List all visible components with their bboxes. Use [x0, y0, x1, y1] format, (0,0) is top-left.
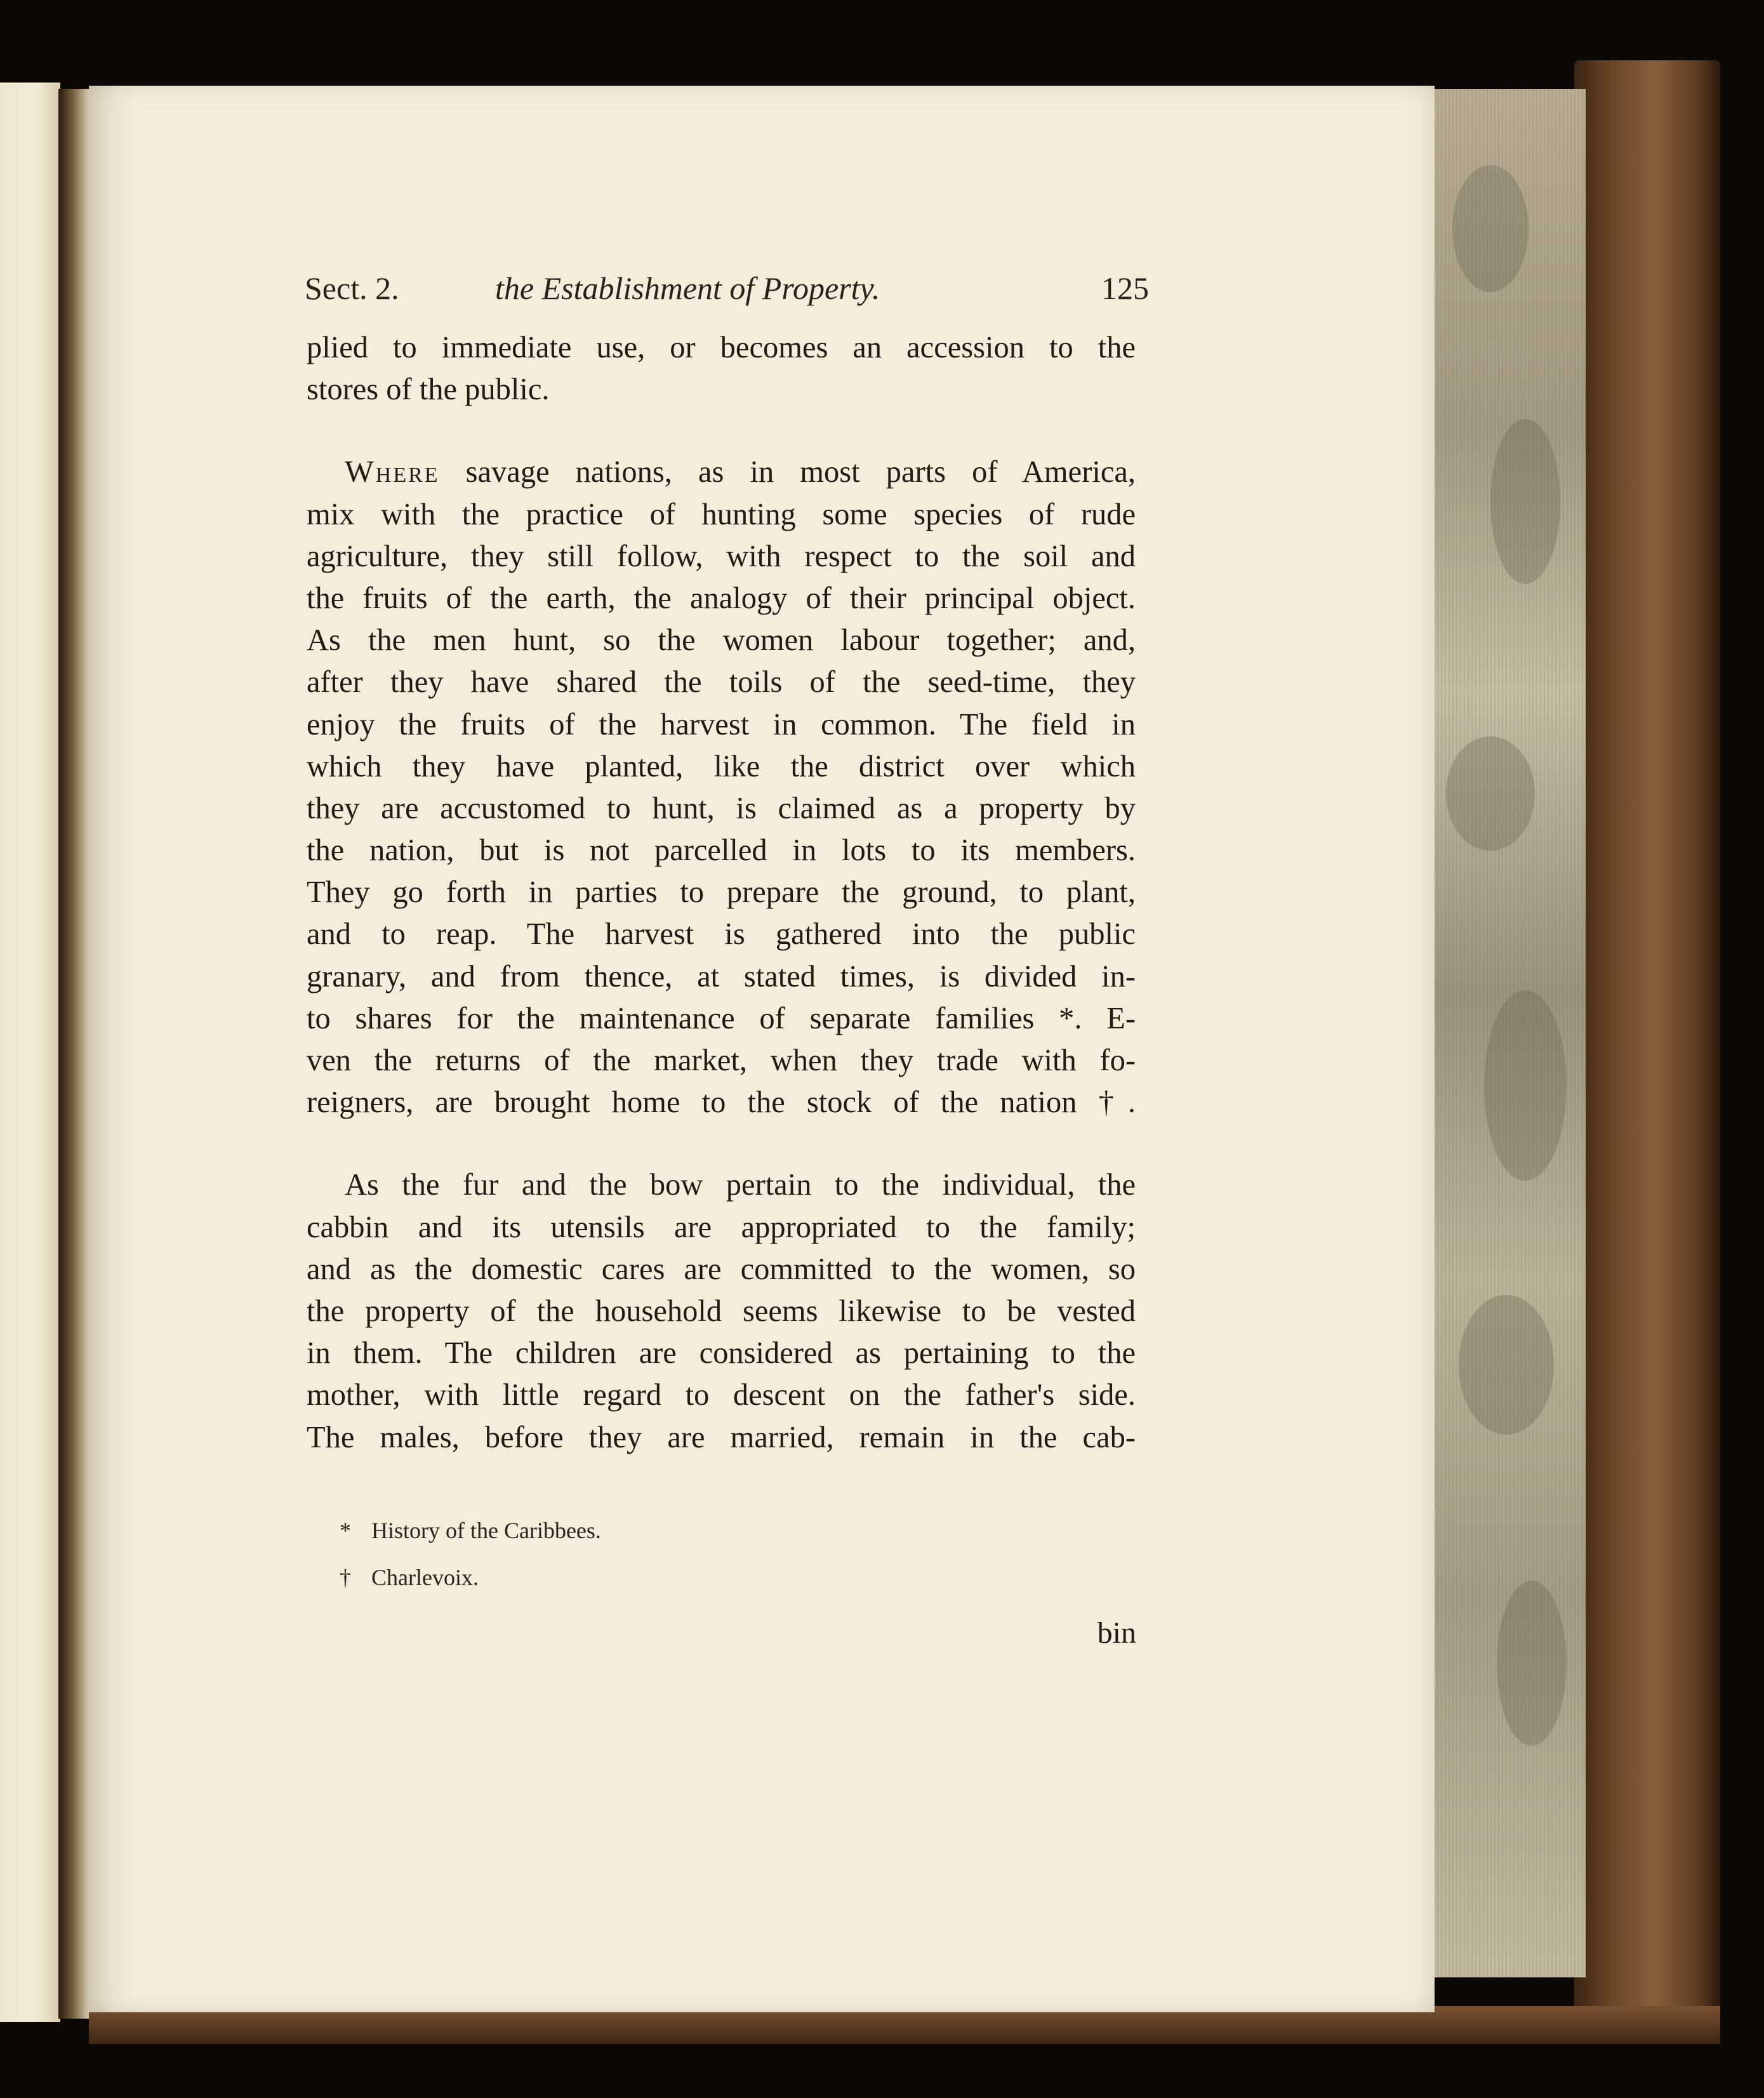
- text-line: to shares for the maintenance of separate families *. E-: [307, 1001, 1136, 1035]
- lead-word: Where: [345, 455, 440, 489]
- page-fore-edge: [1433, 89, 1586, 1977]
- left-facing-page: [0, 83, 60, 2022]
- running-title: the Establishment of Property.: [495, 270, 880, 306]
- paragraph: [307, 327, 1136, 411]
- leather-cover: [1574, 60, 1720, 2041]
- text-line: the property of the household seems likewise to be vested: [307, 1294, 1136, 1328]
- text-line: ven the returns of the market, when they trade with fo-: [307, 1044, 1136, 1077]
- footnote-mark: *: [340, 1518, 351, 1543]
- text-line: granary, and from thence, at stated times, is divided in-: [307, 959, 1136, 993]
- text-line: [307, 451, 1136, 493]
- text-line: in them. The children are considered as pertaining to the: [307, 1336, 1136, 1371]
- catchword: bin: [1097, 1616, 1136, 1650]
- text-line: which they have planted, like the district over which: [307, 749, 1136, 783]
- text-line: The males, before they are married, remain in the cab-: [307, 1420, 1136, 1454]
- text-line: mix with the practice of hunting some species of rude: [307, 497, 1136, 531]
- text-line: As the men hunt, so the women labour together; and,: [307, 623, 1136, 658]
- page-number: 125: [1101, 270, 1149, 306]
- text-line: reigners, are brought home to the stock of the nation †.: [307, 1086, 1136, 1120]
- footnote-mark: †: [340, 1565, 351, 1590]
- text-line: after they have shared the toils of the seed-time, they: [307, 665, 1136, 700]
- section-label: Sect. 2.: [305, 270, 399, 306]
- text-line: the nation, but is not parcelled in lots to its members.: [307, 833, 1136, 868]
- footnote: [340, 1564, 1038, 1611]
- paragraph: [307, 451, 1136, 1124]
- text-line: cabbin and its utensils are appropriated to the family;: [307, 1210, 1136, 1244]
- text-line: stores of the public.: [307, 373, 550, 407]
- text-line: mother, with little regard to descent on the father's side.: [307, 1378, 1136, 1412]
- text-line: agriculture, they still follow, with respect to the soil and: [307, 539, 1136, 573]
- text-line: As the fur and the bow pertain to the individual, the: [345, 1168, 1136, 1202]
- footnotes: [340, 1517, 1038, 1611]
- body-text: [307, 327, 1136, 1459]
- footnote-text: History of the Caribbees.: [371, 1518, 601, 1543]
- text-line: They go forth in parties to prepare the ground, to plant,: [307, 875, 1136, 910]
- text-line: and as the domestic cares are committed to the women, so: [307, 1252, 1136, 1286]
- footnote-text: Charlevoix.: [371, 1565, 479, 1590]
- text-line: and to reap. The harvest is gathered into the public: [307, 917, 1136, 952]
- text-line: the fruits of the earth, the analogy of their principal object.: [307, 581, 1136, 615]
- text-line: enjoy the fruits of the harvest in common. The field in: [307, 707, 1136, 741]
- footnote: [340, 1517, 1038, 1564]
- text-line-rest: savage nations, as in most parts of America,: [439, 455, 1136, 489]
- paragraph: [307, 1164, 1136, 1458]
- running-header: [305, 270, 1149, 321]
- text-line: they are accustomed to hunt, is claimed as a property by: [307, 791, 1136, 825]
- text-line: plied to immediate use, or becomes an accession to the: [307, 331, 1136, 364]
